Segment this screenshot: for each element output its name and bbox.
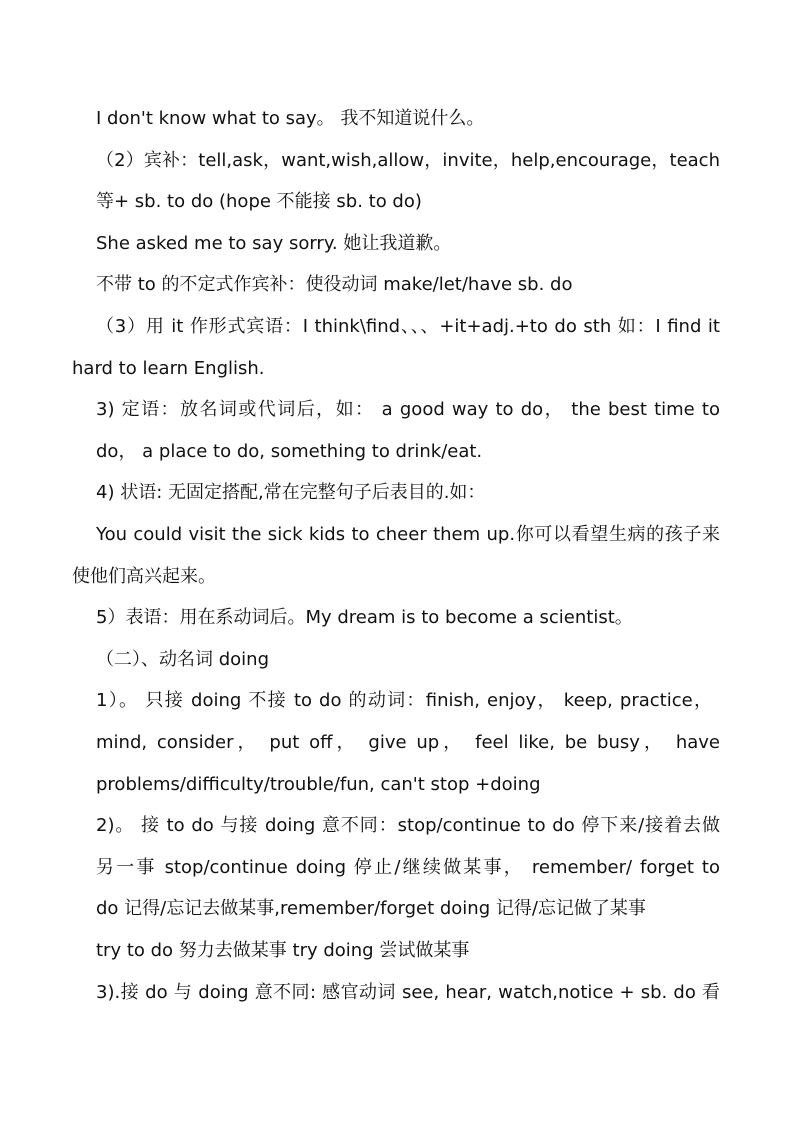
text-line-20: do 记得/忘记去做某事,remember/forget doing 记得/忘记做了某事 bbox=[96, 898, 646, 919]
text-line-18: 2)。 接 to do 与接 doing 意不同：stop/continue to do 停下来/接着去做 bbox=[96, 815, 720, 836]
text-line-2: （2）宾补：tell,ask，want,wish,allow，invite，help,encourage，teach bbox=[96, 150, 720, 171]
text-line-5: 不带 to 的不定式作宾补：使役动词 make/let/have sb. do bbox=[96, 274, 573, 295]
text-line-14: （二）、动名词 doing bbox=[96, 649, 269, 670]
text-line-21: try to do 努力去做某事 try doing 尝试做某事 bbox=[96, 940, 470, 961]
text-line-8: 3) 定语：放名词或代词后，如： a good way to do， the best time to bbox=[96, 399, 720, 420]
text-line-4: She asked me to say sorry. 她让我道歉。 bbox=[96, 233, 452, 254]
text-line-9: do， a place to do, something to drink/eat. bbox=[96, 441, 483, 462]
text-line-7: hard to learn English. bbox=[72, 358, 265, 379]
text-line-13: 5）表语：用在系动词后。My dream is to become a scientist。 bbox=[96, 607, 633, 628]
text-line-17: problems/difficulty/trouble/fun, can't stop +doing bbox=[96, 774, 541, 795]
text-line-11: You could visit the sick kids to cheer them up.你可以看望生病的孩子来 bbox=[96, 524, 720, 545]
text-line-12: 使他们高兴起来。 bbox=[72, 566, 216, 587]
text-line-10: 4) 状语: 无固定搭配,常在完整句子后表目的.如： bbox=[96, 482, 486, 503]
text-line-22: 3).接 do 与 doing 意不同: 感官动词 see, hear, watch,notice + sb. do 看 bbox=[96, 982, 720, 1003]
text-line-16: mind, consider， put off， give up， feel like, be busy， have bbox=[96, 732, 720, 753]
text-line-6: （3）用 it 作形式宾语：I think\find、、、+it+adj.+to do sth 如：I find it bbox=[96, 316, 720, 337]
text-line-1: I don't know what to say。 我不知道说什么。 bbox=[96, 108, 485, 129]
text-line-15: 1）。 只接 doing 不接 to do 的动词：finish, enjoy， keep, practice， bbox=[96, 690, 712, 711]
text-line-19: 另一事 stop/continue doing 停止/继续做某事， remember/ forget to bbox=[96, 857, 720, 878]
text-line-3: 等+ sb. to do (hope 不能接 sb. to do) bbox=[96, 191, 422, 212]
